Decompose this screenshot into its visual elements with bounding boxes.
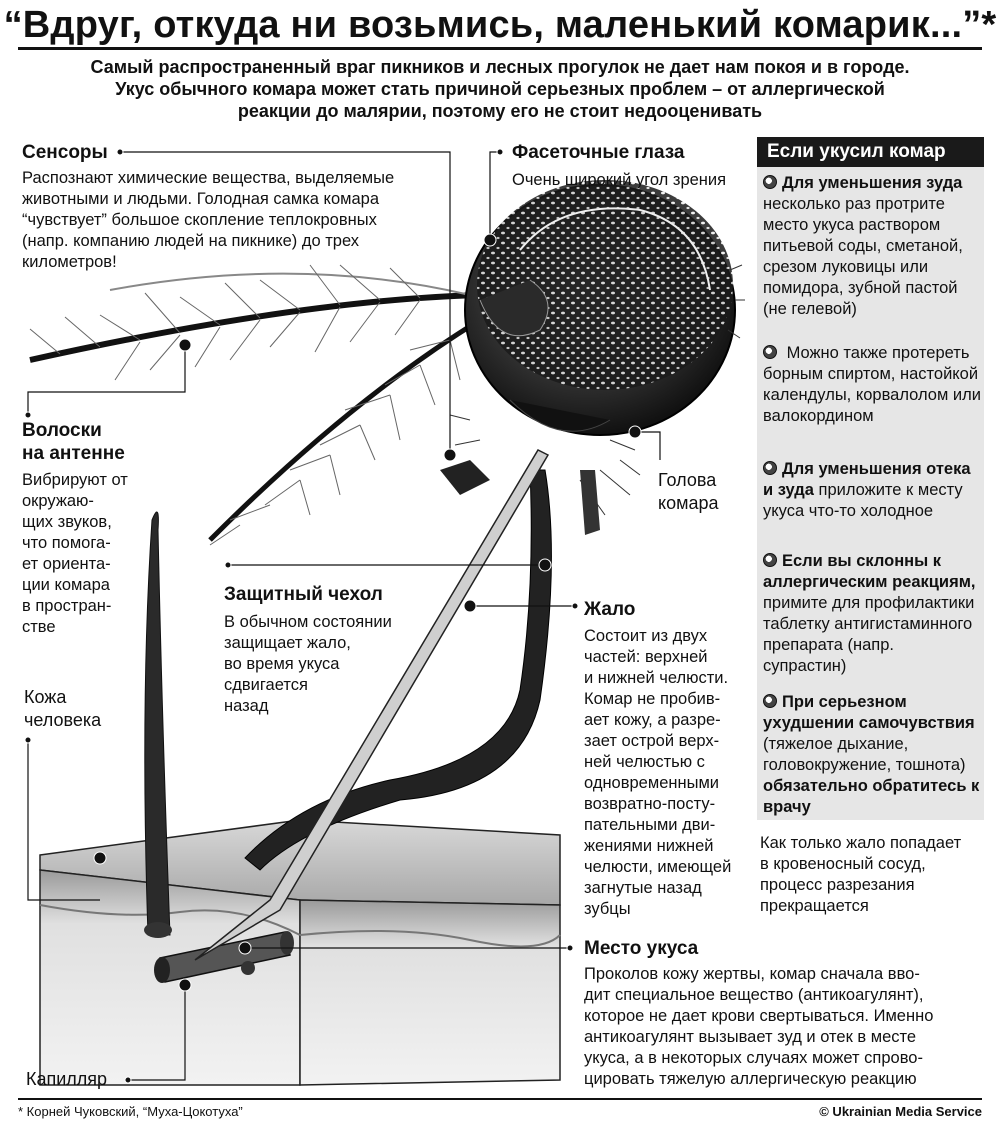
sheath-heading: Защитный чехол (224, 584, 383, 605)
sheath-text (224, 612, 392, 717)
bullet-icon (763, 175, 777, 189)
antenna-hairs-line: щих звуков, (22, 513, 112, 531)
antenna-hairs-text (22, 470, 128, 638)
sting-line: загнутые назад (584, 879, 702, 897)
sting-line: одновременными (584, 774, 720, 792)
sensors-line: (напр. компанию людей на пикнике) до трех (22, 232, 360, 250)
credit: © Ukrainian Media Service (819, 1104, 982, 1119)
tip-item (763, 692, 981, 818)
tip-bold: Для уменьшения отека и зуда (763, 460, 971, 499)
sting-line: челюсти, имеющей (584, 858, 732, 876)
sheath-line: назад (224, 697, 269, 715)
sidebar-note (760, 833, 961, 917)
page-title: “Вдруг, откуда ни возьмись, маленький комарик...”* (3, 4, 997, 46)
sidebar-note-line: Как только жало попадает (760, 834, 962, 852)
bite-site-heading: Место укуса (584, 938, 699, 959)
tip-bold: Если вы склонны к аллергическим реакциям, (763, 552, 976, 591)
capillary-label: Капилляр (26, 1069, 108, 1089)
sensors-heading: Сенсоры (22, 142, 108, 163)
tip-text: несколько раз протрите место укуса раствором питьевой соды, сметаной, срезом луковицы или помидора, зубной пастой (не гелевой) (763, 195, 963, 318)
bite-site-line: дит специальное вещество (антикоагулянт), (584, 986, 924, 1004)
eyes-text: Очень широкий угол зрения (512, 171, 727, 189)
bite-site-line: цировать тяжелую аллергическую реакцию (584, 1070, 917, 1088)
sting-line: и нижней челюсти. (584, 669, 729, 687)
sensors-line: километров! (22, 253, 117, 271)
tip-item (763, 173, 981, 320)
sting-line: возвратно-посту- (584, 795, 716, 813)
lead-line: Укус обычного комара может стать причиной серьезных проблем – от аллергической (115, 79, 885, 99)
sheath-line: В обычном состоянии (224, 613, 392, 631)
sting-line: ает кожу, а разре- (584, 711, 721, 729)
footer-divider (18, 1098, 982, 1100)
antenna-hairs-line: ции комара (22, 576, 110, 594)
sting-line: Состоит из двух (584, 627, 708, 645)
tip-item (763, 343, 981, 427)
bite-site-text (584, 964, 933, 1090)
tip-text: (тяжелое дыхание, головокружение, тошнота) (763, 735, 966, 774)
sting-text (584, 626, 731, 920)
bite-site-line: антикоагулянт вызывает зуд и отек в месте (584, 1028, 917, 1046)
antenna-hairs-line: стве (22, 618, 56, 636)
head-label-line: комара (658, 493, 719, 513)
sheath-line: сдвигается (224, 676, 308, 694)
antenna-hairs-heading-line: на антенне (22, 443, 125, 464)
antenna-hairs-line: ет ориента- (22, 555, 111, 573)
skin-label-line: человека (24, 710, 102, 730)
antenna-hairs-heading-line: Волоски (22, 420, 102, 441)
antenna-hairs-line: в простран- (22, 597, 112, 615)
sensors-line: животными и людьми. Голодная самка комара (22, 190, 379, 208)
sensors-line: Распознают химические вещества, выделяемые (22, 169, 395, 187)
bite-site-line: Проколов кожу жертвы, комар сначала вво- (584, 965, 920, 983)
footnote: * Корней Чуковский, “Муха-Цокотуха” (18, 1104, 243, 1119)
tip-item (763, 459, 981, 522)
tip-text: примите для профилактики таблетку антигистаминного препарата (напр. супрастин) (763, 594, 975, 675)
sidebar-note-line: прекращается (760, 897, 869, 915)
sidebar-note-line: в кровеносный сосуд, (760, 855, 926, 873)
tip-text: приложите к месту укуса что-то холодное (763, 481, 963, 520)
sheath-line: во время укуса (224, 655, 340, 673)
bullet-icon (763, 345, 777, 359)
bite-site-line: которое не дает крови свертываться. Именно (584, 1007, 934, 1025)
bullet-icon (763, 694, 777, 708)
head-label (658, 469, 719, 515)
antenna-hairs-line: окружаю- (22, 492, 94, 510)
tip-bold: Для уменьшения зуда (782, 174, 963, 192)
skin-hair (145, 512, 170, 935)
sidebar-title: Если укусил комар (757, 137, 984, 167)
sting-line: жениями нижней (584, 837, 714, 855)
bullet-icon (763, 553, 777, 567)
bullet-icon (763, 461, 777, 475)
sting-line: ней челюстью с (584, 753, 705, 771)
bite-site-line: укуса, а в некоторых случаях может спрово- (584, 1049, 923, 1067)
sting-line: зает острой верх- (584, 732, 720, 750)
sting-heading: Жало (584, 599, 636, 620)
antenna-hairs-heading (22, 419, 125, 465)
lead-line: реакции до малярии, поэтому его не стоит недооценивать (237, 101, 763, 121)
antenna-hairs-line: что помога- (22, 534, 111, 552)
lead-line: Самый распространенный враг пикников и лесных прогулок не дает нам покоя и в городе. (90, 57, 910, 77)
sheath-line: защищает жало, (224, 634, 351, 652)
sting-line: зубцы (584, 900, 631, 918)
sting-line: частей: верхней (584, 648, 708, 666)
tip-bold: обязательно обратитесь к врачу (763, 777, 980, 816)
skin-label-line: Кожа (24, 687, 67, 707)
skin-label (24, 686, 101, 732)
head-label-line: Голова (658, 470, 717, 490)
sting-line: Комар не пробив- (584, 690, 721, 708)
first-aid-sidebar (757, 137, 984, 820)
sensors-line: “чувствует” большое скопление теплокровных (22, 211, 377, 229)
tip-bold: При серьезном ухудшении самочувствия (763, 693, 975, 732)
sidebar-note-line: процесс разрезания (760, 876, 915, 894)
tip-item (763, 551, 981, 677)
sensors-text (22, 168, 394, 273)
sting-line: пательными дви- (584, 816, 716, 834)
tip-text: Можно также протереть борным спиртом, настойкой календулы, корвалолом или валокордином (763, 344, 981, 425)
eyes-heading: Фасеточные глаза (512, 142, 685, 163)
antenna-hairs-line: Вибрируют от (22, 471, 128, 489)
